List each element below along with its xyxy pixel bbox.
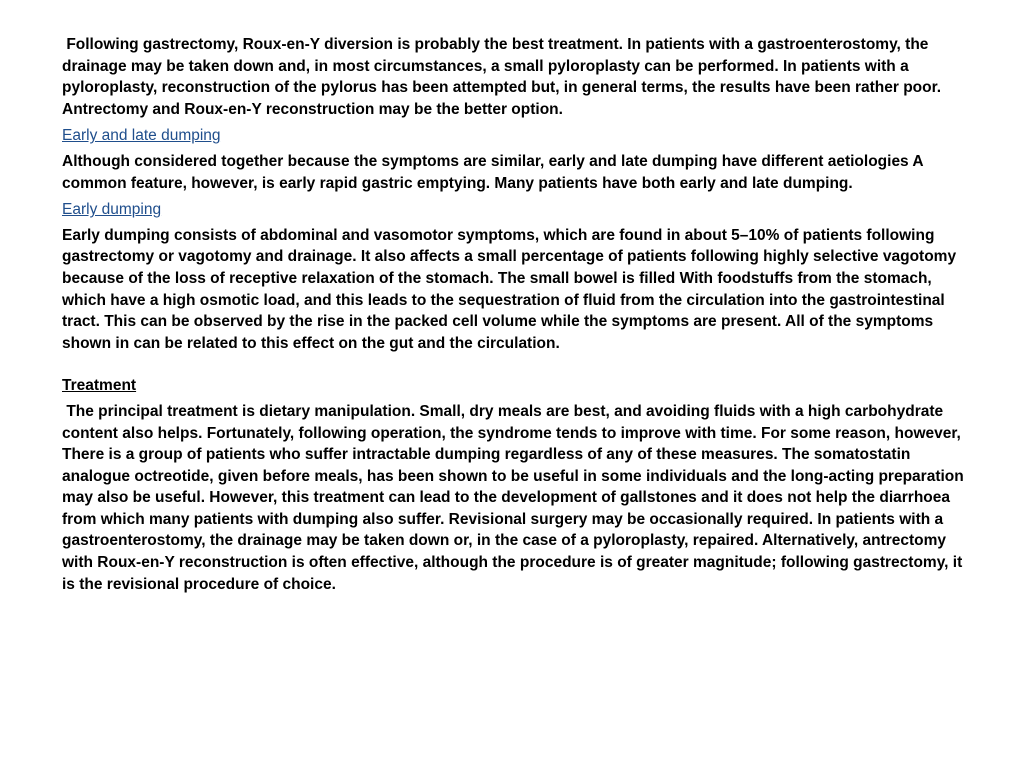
intro-paragraph: Following gastrectomy, Roux-en-Y diversion is probably the best treatment. In patients with a gastroenterostomy, the drainage may be taken down and, in most circumstances, a small pyloroplasty can be performed. In patients with a pyloroplasty, reconstruction of the pylorus has been attempted but, in general terms, the results have been rather poor. Antrectomy and Roux-en-Y reconstruction may be the better option. bbox=[62, 36, 942, 118]
slide-content bbox=[62, 34, 966, 595]
treatment-paragraph: The principal treatment is dietary manipulation. Small, dry meals are best, and avoiding fluids with a high carbohydrate content also helps. Fortunately, following operation, the syndrome tends to improve with time. For some reason, however, There is a group of patients who suffer intractable dumping regardless of any of these measures. The somatostatin analogue octreotide, given before meals, has been shown to be useful in some individuals and the long-acting preparation may also be useful. However, this treatment can lead to the development of gallstones and it does not help the diarrhoea from which many patients with dumping also suffer. Revisional surgery may be occasionally required. In patients with a gastroenterostomy, the drainage may be taken down or, in the case of a pyloroplasty, repaired. Alternatively, antrectomy with Roux-en-Y reconstruction is often effective, although the procedure is of greater magnitude; following gastrectomy, it is the revisional procedure of choice. bbox=[62, 402, 964, 593]
section-spacer bbox=[62, 354, 966, 375]
treatment-heading: Treatment bbox=[62, 377, 137, 395]
early-late-dumping-heading[interactable]: Early and late dumping bbox=[62, 127, 221, 145]
early-late-dumping-paragraph: Although considered together because the symptoms are similar, early and late dumping have different aetiologies A common feature, however, is early rapid gastric emptying. Many patients have both early and late dumping. bbox=[62, 152, 924, 192]
early-dumping-heading[interactable]: Early dumping bbox=[62, 201, 162, 219]
early-dumping-paragraph: Early dumping consists of abdominal and vasomotor symptoms, which are found in about 5–10% of patients following gastrectomy or vagotomy and drainage. It also affects a small percentage of patients following highly selective vagotomy because of the loss of receptive relaxation of the stomach. The small bowel is filled With foodstuffs from the stomach, which have a high osmotic load, and this leads to the sequestration of fluid from the circulation into the gastrointestinal tract. This can be observed by the rise in the packed cell volume while the symptoms are present. All of the symptoms shown in can be related to this effect on the gut and the circulation. bbox=[62, 226, 957, 352]
